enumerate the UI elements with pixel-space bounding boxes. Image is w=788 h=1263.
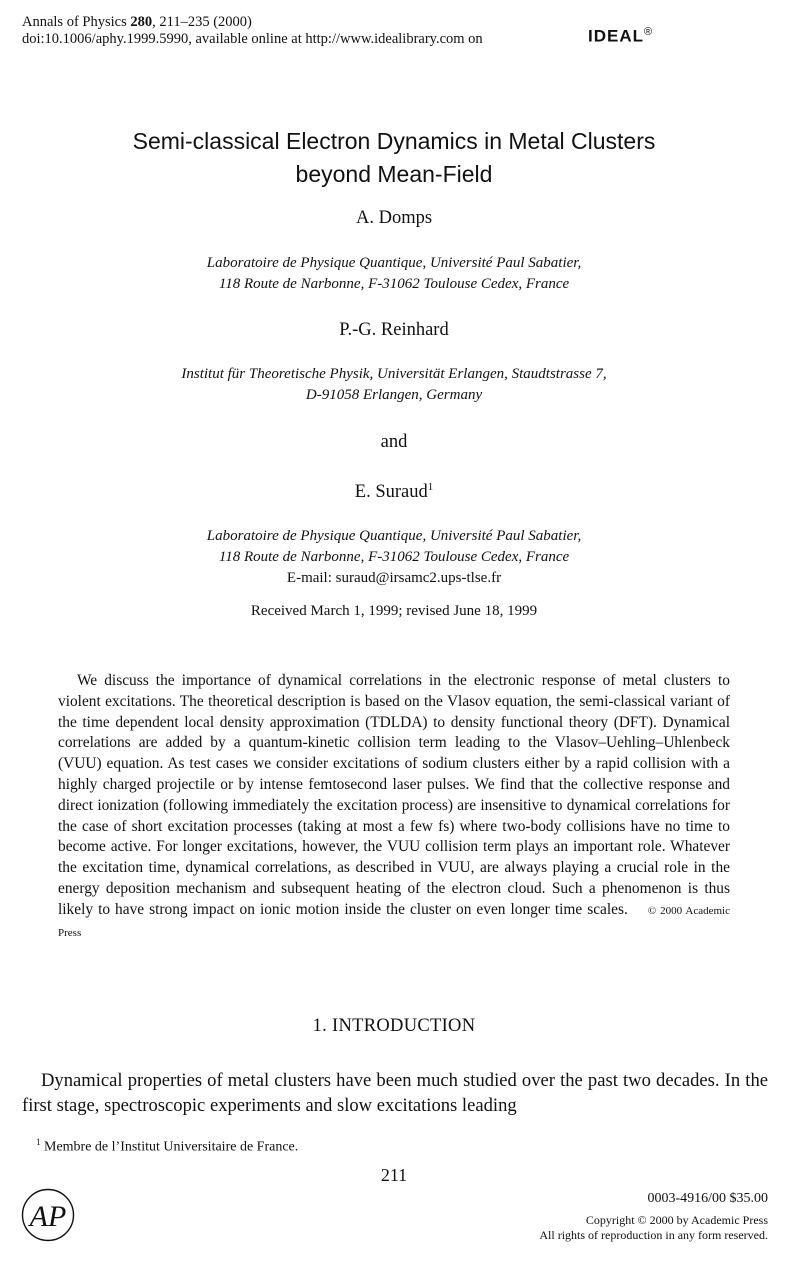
journal-volume: 280 xyxy=(130,14,153,30)
paper-title xyxy=(0,125,788,191)
journal-pages: , 211–235 (2000) xyxy=(152,14,252,30)
footnote-text: Membre de l’Institut Universitaire de France. xyxy=(44,1139,299,1155)
footnote xyxy=(36,1137,298,1156)
abstract xyxy=(58,671,730,943)
author-affiliation: Laboratoire de Physique Quantique, Université Paul Sabatier, 118 Route de Narbonne, F-31062 Toulouse Cedex, France xyxy=(206,528,582,565)
copyright-line: Copyright © 2000 by Academic Press xyxy=(585,1213,768,1227)
author-name: E. Suraud$^1$ xyxy=(354,481,434,503)
registered-mark: ® xyxy=(644,26,654,38)
logo-text: AP xyxy=(29,1200,67,1233)
page-number: 211 xyxy=(380,1165,408,1185)
academic-press-logo-icon xyxy=(21,1188,75,1242)
author-name: A. Domps xyxy=(355,208,433,228)
author-email[interactable]: E-mail: suraud@irsamc2.ups-tlse.fr xyxy=(286,570,502,586)
author-name: P.-G. Reinhard xyxy=(339,320,449,340)
doi-line: doi:10.1006/aphy.1999.5990, available online at http://www.idealibrary.com on xyxy=(22,31,483,47)
rights-line: All rights of reproduction in any form reserved. xyxy=(539,1228,768,1242)
journal-header xyxy=(22,14,483,48)
title-line-1: Semi-classical Electron Dynamics in Metal Clusters xyxy=(132,128,656,154)
abstract-copyright: © 2000 Academic Press xyxy=(58,904,730,939)
and-connector: and xyxy=(380,432,408,452)
received-dates: Received March 1, 1999; revised June 18, 1999 xyxy=(250,603,538,619)
journal-name: Annals of Physics xyxy=(22,14,127,30)
author-affiliation: Institut für Theoretische Physik, Universität Erlangen, Staudtstrasse 7, D-91058 Erlangen, Germany xyxy=(181,366,607,403)
citation-line xyxy=(22,14,483,31)
footnote-number: 1 xyxy=(36,1137,41,1147)
abstract-text: We discuss the importance of dynamical correlations in the electronic response of metal clusters to violent excitations. The theoretical description is based on the Vlasov equation, the semi-classical variant of the time dependent local density approximation (TDLDA) to density functional theory (DFT). Dynamical correlations are added by a quantum-kinetic collision term leading to the Vlasov–Uehling–Uhlenbeck (VUU) equation. As test cases we consider excitations of sodium clusters either by a rapid collision with a highly charged projectile or by intense femtosecond laser pulses. We find that the collective response and direct ionization (following immediately the excitation process) are insensitive to dynamical correlations for the case of short excitation processes (taking at most a few fs) where two-body collisions have no time to become active. For longer excitations, however, the VUU collision term plays an important role. Whatever the excitation time, dynamical correlations, as described in VUU, are always playing a crucial role in the energy deposition mechanism and subsequent heating of the electron cloud. Such a phenomenon is thus likely to have strong impact on ionic motion inside the cluster on even longer time scales. xyxy=(58,672,730,918)
author-affiliation: Laboratoire de Physique Quantique, Université Paul Sabatier, 118 Route de Narbonne, F-31062 Toulouse Cedex, France xyxy=(206,255,582,292)
section-heading: 1. INTRODUCTION xyxy=(312,1016,476,1036)
title-line-2: beyond Mean-Field xyxy=(295,161,493,187)
publisher-rights xyxy=(539,1213,768,1243)
issn-price: 0003-4916/00 $35.00 xyxy=(647,1191,768,1206)
ideal-logo[interactable]: IDEAL® xyxy=(588,26,654,46)
footnote-marker: 1 xyxy=(427,481,434,493)
intro-paragraph: Dynamical properties of metal clusters have been much studied over the past two decades. In the first stage, spectroscopic experiments and slow excitations leading xyxy=(22,1070,768,1116)
